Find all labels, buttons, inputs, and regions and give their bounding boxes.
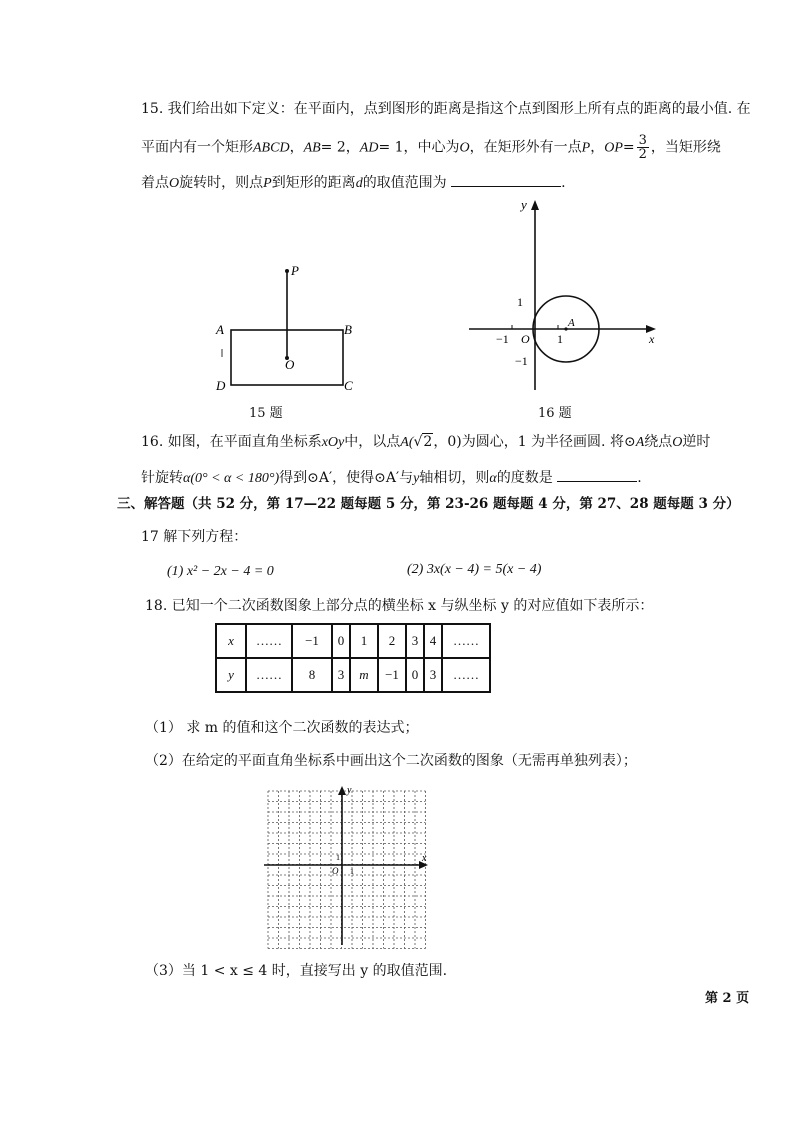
q18-text: 已知一个二次函数图象上部分点的横坐标 x 与纵坐标 y 的对应值如下表所示： <box>171 598 654 614</box>
q18-label-one-y: 1 <box>336 853 340 862</box>
q18-label-one-x: 1 <box>350 867 354 876</box>
q16-figure-caption: 16 题 <box>538 406 572 421</box>
q15-answer-blank[interactable] <box>451 172 561 187</box>
table-cell: 2 <box>378 624 406 658</box>
q16-point-a: A( <box>400 435 414 450</box>
q15-text-3c: 到矩形的距离 <box>271 175 356 191</box>
q15-figure <box>205 260 365 395</box>
q15-ad-value: = 1 <box>378 139 404 156</box>
q15-o-2: O <box>169 176 180 191</box>
q17-equation-1: (1) x² − 2x − 4 = 0 <box>167 564 274 579</box>
q16-y: y <box>413 471 420 486</box>
table-cell: 0 <box>332 624 350 658</box>
q15-line-1 <box>141 100 751 118</box>
table-cell: 0 <box>406 658 424 692</box>
q16-label-one-x: 1 <box>557 332 563 346</box>
q16-xoy: xOy <box>321 435 345 450</box>
q15-figure-caption: 15 题 <box>249 406 283 421</box>
q16-text-1e: 逆时 <box>682 434 711 450</box>
q17-text: 解下列方程： <box>163 529 248 545</box>
table-cell: …… <box>442 658 490 692</box>
q15-frac-den: 2 <box>638 147 647 162</box>
q16-label-neg1-x: −1 <box>496 332 509 346</box>
q16-text-1b: 中，以点 <box>344 434 401 450</box>
q18-y-arrow <box>338 786 346 795</box>
q15-eq: = <box>622 139 635 156</box>
q15-outside-text: ，在矩形外有一点 <box>469 139 582 156</box>
q15-label-c: C <box>344 378 353 393</box>
q15-frac-num: 3 <box>638 133 647 148</box>
q15-ab-value: = 2 <box>320 139 346 156</box>
q15-end: . <box>561 175 566 191</box>
q16-text-2c: 轴相切，则 <box>419 470 490 486</box>
q16-text-1c: 为圆心，1 为半径画圆. 将⊙ <box>461 434 636 450</box>
q16-sqrt-value: 2 <box>423 434 433 450</box>
q18-sub1: （1） 求 m 的值和这个二次函数的表达式； <box>145 720 419 736</box>
q16-figure <box>465 195 665 400</box>
q15-text-3a: 着点 <box>141 175 169 191</box>
q15-label-p: P <box>291 263 299 278</box>
table-row-y <box>216 658 490 692</box>
table-cell: 1 <box>350 624 378 658</box>
q15-line-2: 平面内有一个矩形ABCD，AB= 2，AD= 1，中心为O，在矩形外有一点P，OP= $\frac{3}{2}$ ，当矩形绕 <box>141 133 721 162</box>
q16-label-a: A <box>568 317 575 329</box>
q15-p-2: P <box>263 176 272 191</box>
q15-ad: AD <box>359 140 379 156</box>
q15-point-p <box>285 269 289 273</box>
table-cell: 3 <box>406 624 424 658</box>
q15-text-1: 我们给出如下定义：在平面内，点到图形的距离是指这个点到图形上所有点的距离的最小值. 在 <box>167 101 751 117</box>
table-cell: 3 <box>332 658 350 692</box>
q15-number: 15. <box>141 101 164 117</box>
table-cell: 4 <box>424 624 442 658</box>
q18-gridlines <box>268 791 426 949</box>
q15-p: P <box>581 140 591 156</box>
q17-number: 17 <box>141 529 159 545</box>
q17-line <box>141 528 247 546</box>
q16-alpha-range: α(0° < α < 180°) <box>183 471 280 486</box>
q15-o: O <box>459 140 470 156</box>
q16-a-ref: A <box>635 435 645 450</box>
q18-coordinate-grid[interactable] <box>262 780 434 950</box>
q16-label-one-y: 1 <box>517 295 523 309</box>
table-row-x <box>216 624 490 658</box>
q15-line-3 <box>141 172 566 193</box>
q16-number: 16. <box>141 434 164 450</box>
q15-op: OP <box>604 140 623 156</box>
table-cell: y <box>216 658 246 692</box>
q16-label-y: y <box>521 197 527 212</box>
q16-text-1d: 绕点 <box>644 434 673 450</box>
q16-text-2d: 的度数是 <box>496 470 553 486</box>
q15-label-d: D <box>216 378 226 393</box>
q16-text-1a: 如图，在平面直角坐标系 <box>167 434 322 450</box>
q15-label-b: B <box>344 322 352 337</box>
table-cell: …… <box>246 658 292 692</box>
q15-d: d <box>355 176 363 191</box>
q18-value-table <box>215 623 491 693</box>
q18-label-o: O <box>332 866 339 876</box>
q16-text-2a: 针旋转 <box>141 470 183 486</box>
q15-label-a: A <box>216 322 224 337</box>
q18-label-y: y <box>347 785 352 796</box>
q18-sub3: （3）当 1 < x ≤ 4 时，直接写出 y 的取值范围. <box>145 963 448 979</box>
q16-end: . <box>637 470 642 486</box>
section3-title: 三、解答题（共 52 分，第 17—22 题每题 5 分，第 23-26 题每题 4 分，第 27、28 题每题 3 分） <box>117 496 740 512</box>
q16-label-neg1-y: −1 <box>515 354 528 368</box>
q16-point-a-end: ，0) <box>433 434 462 450</box>
q17-equation-2: (2) 3x(x − 4) = 5(x − 4) <box>407 562 542 577</box>
q18-line <box>145 597 653 615</box>
table-cell: −1 <box>292 624 332 658</box>
page-number: 第 2 页 <box>705 991 750 1006</box>
q16-line-2 <box>141 467 642 488</box>
table-cell: …… <box>442 624 490 658</box>
q18-sub2: （2）在给定的平面直角坐标系中画出这个二次函数的图象（无需再单独列表）； <box>145 753 637 769</box>
q16-y-arrow <box>531 200 539 210</box>
q15-center-text: ，中心为 <box>403 139 460 156</box>
q15-fraction <box>637 134 649 161</box>
table-cell: m <box>350 658 378 692</box>
q15-ab: AB <box>303 140 321 156</box>
q16-line-1: 16. 如图，在平面直角坐标系xOy中，以点A(√2，0)为圆心，1 为半径画圆. 将⊙A绕点O逆时 <box>141 434 711 450</box>
q18-number: 18. <box>145 598 168 614</box>
q15-text-3d: 的取值范围为 <box>362 175 447 191</box>
table-cell: x <box>216 624 246 658</box>
table-cell: 8 <box>292 658 332 692</box>
q15-text-2b: ，当矩形绕 <box>650 139 721 156</box>
q16-label-o: O <box>521 332 530 346</box>
q16-alpha: α <box>489 471 497 486</box>
table-cell: −1 <box>378 658 406 692</box>
q15-text-2a: 平面内有一个矩形 <box>141 139 253 156</box>
table-cell: 3 <box>424 658 442 692</box>
q15-label-o: O <box>285 357 295 372</box>
q16-text-2b: 得到⊙A′，使得⊙A′与 <box>279 470 414 486</box>
q15-rect-name: ABCD <box>253 140 290 156</box>
table-cell: …… <box>246 624 292 658</box>
q16-label-x: x <box>649 332 655 346</box>
q15-text-3b: 旋转时，则点 <box>179 175 264 191</box>
q18-label-x: x <box>422 853 427 864</box>
q16-answer-blank[interactable] <box>557 467 637 482</box>
q16-o-ref: O <box>672 435 683 450</box>
